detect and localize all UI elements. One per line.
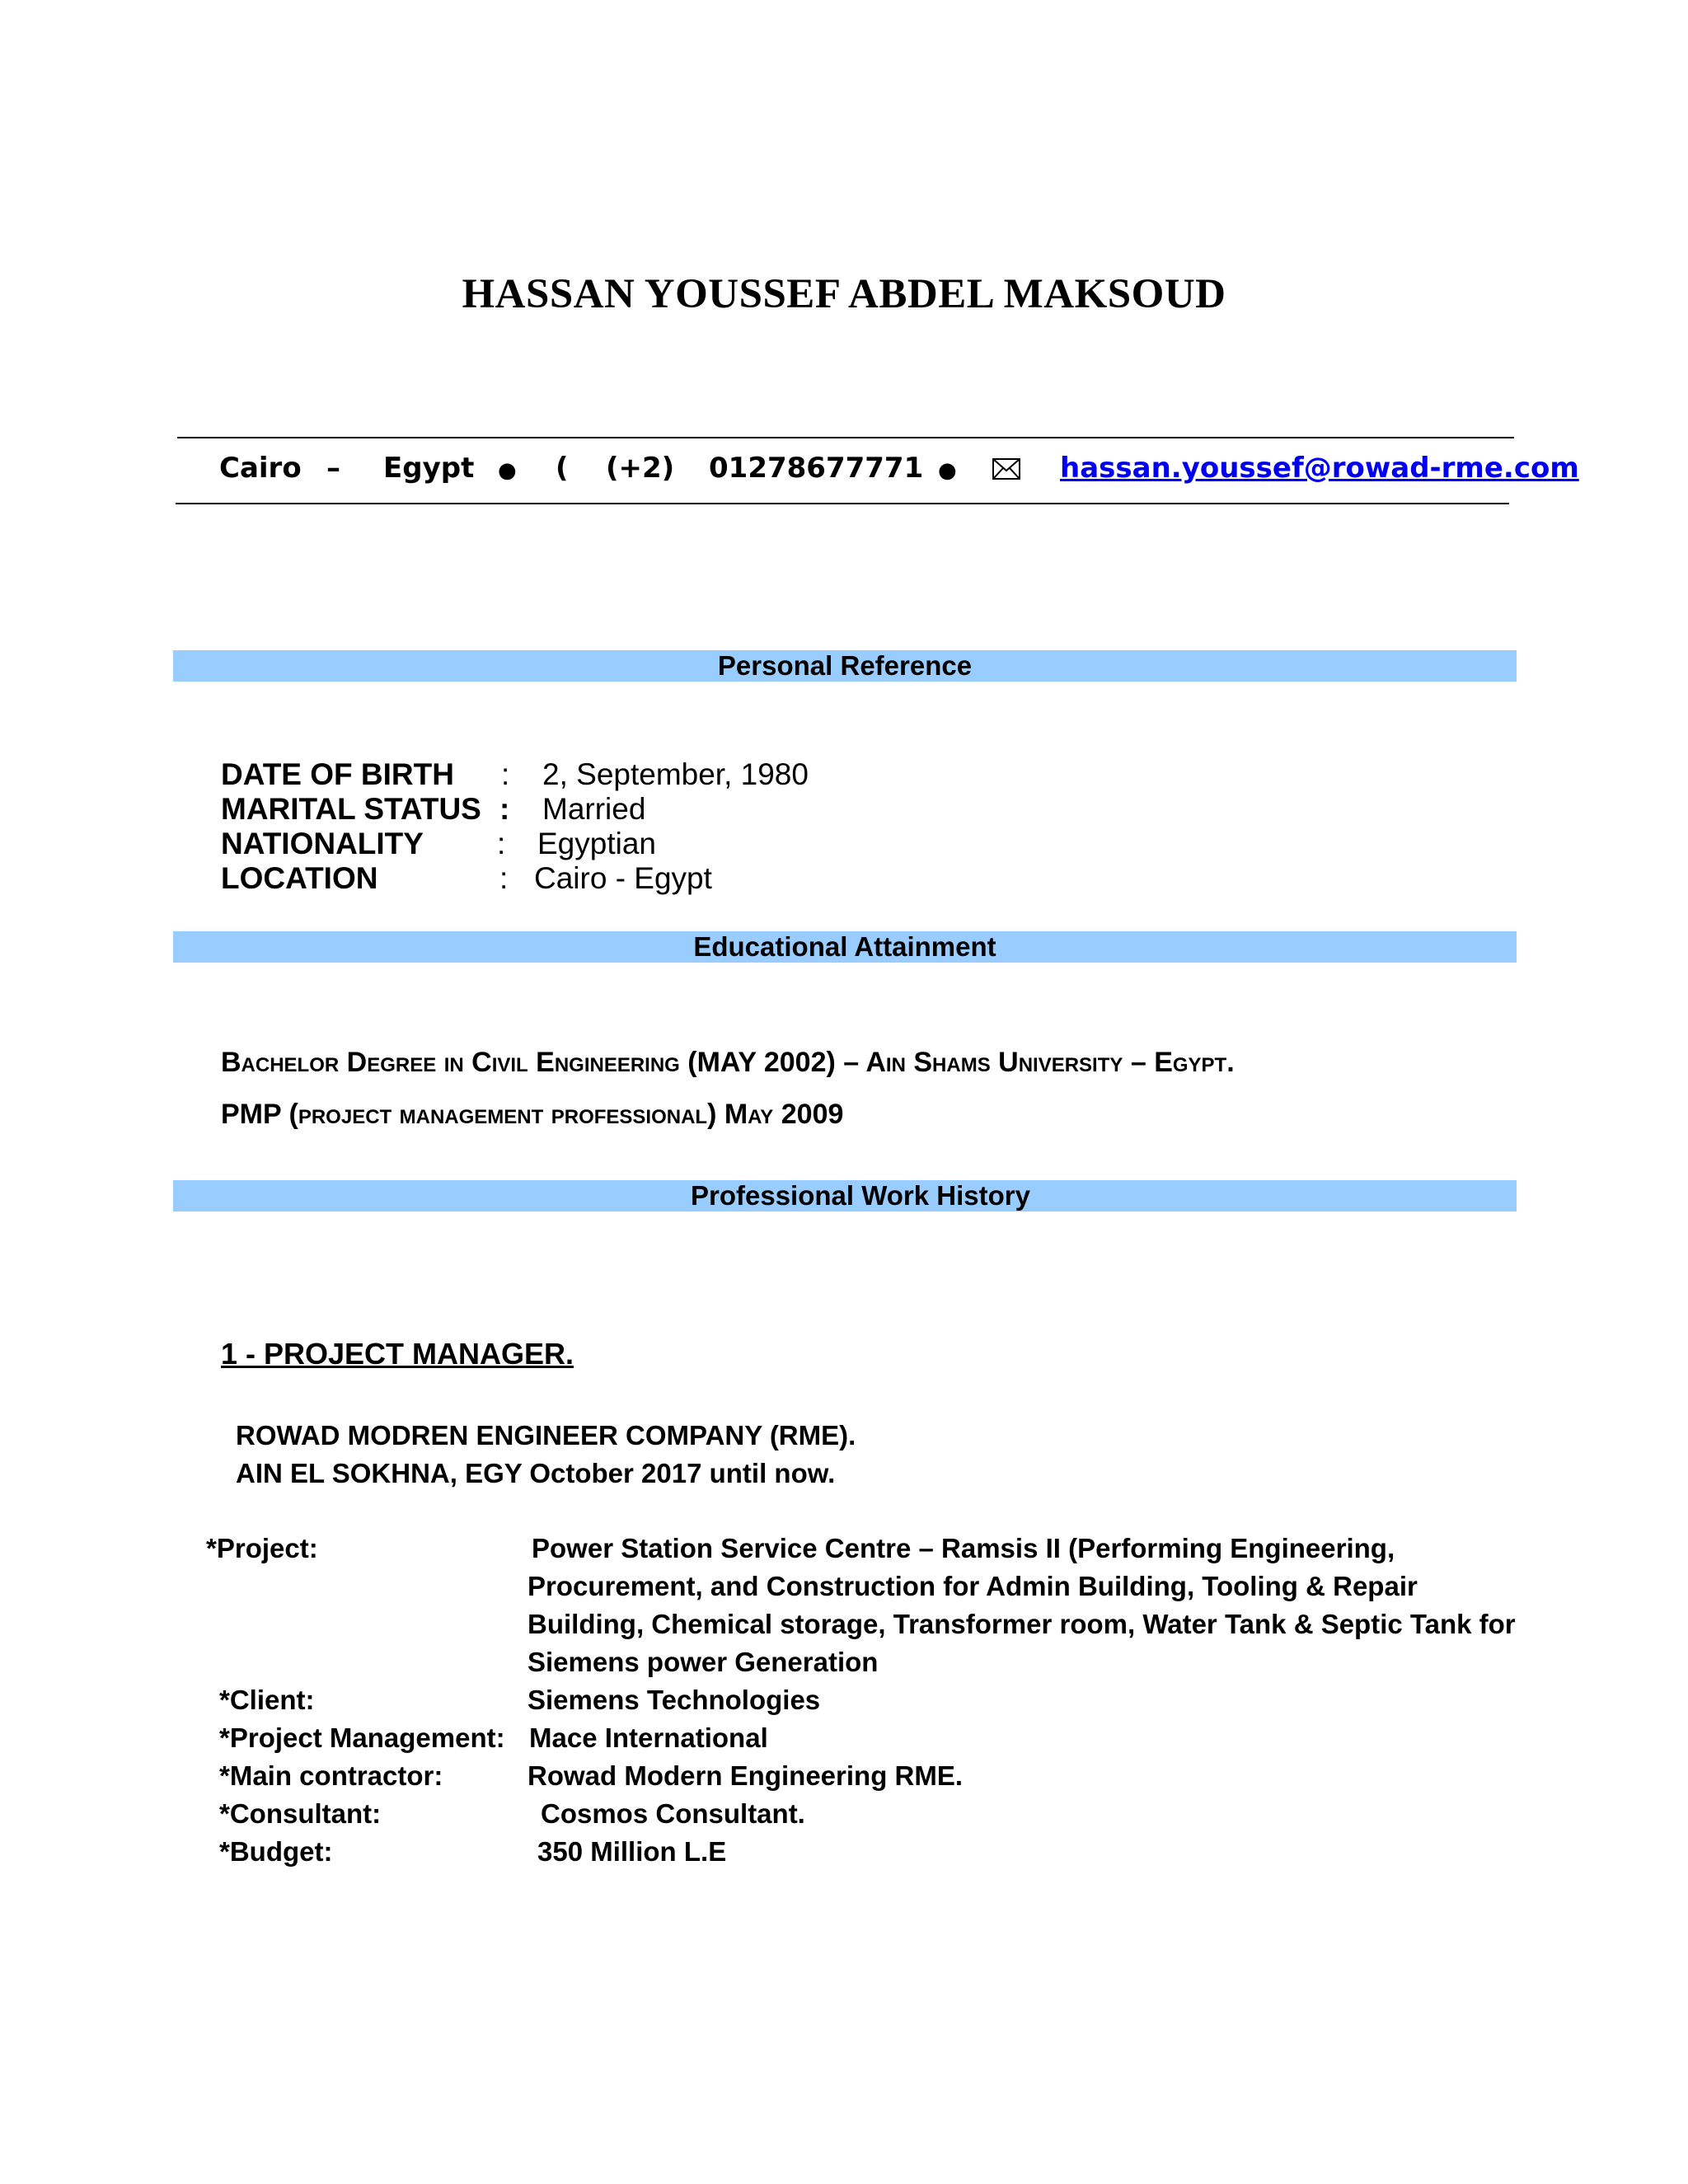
nationality-sep: :: [497, 827, 506, 860]
project-management-value: Mace International: [529, 1722, 768, 1753]
phone-code: (+2): [606, 452, 675, 485]
section-personal-reference: Personal Reference: [173, 650, 1517, 682]
location-value: Cairo - Egypt: [534, 861, 712, 895]
dob-label: DATE OF BIRTH: [221, 757, 454, 791]
candidate-name: HASSAN YOUSSEF ABDEL MAKSOUD: [462, 271, 1226, 317]
consultant-label: *Consultant:: [219, 1798, 382, 1829]
mail-icon: [992, 458, 1020, 484]
contact-dash: –: [326, 452, 340, 485]
contact-city: Cairo: [219, 452, 302, 485]
dob-sep: :: [501, 757, 510, 791]
project-line: Building, Chemical storage, Transformer room, Water Tank & Septic Tank for: [528, 1609, 1516, 1639]
phone-icon: (: [556, 452, 569, 485]
education-pmp: PMP (project management professional) May 2009: [221, 1099, 844, 1130]
job-location-dates: AIN EL SOKHNA, EGY October 2017 until now.: [236, 1458, 836, 1488]
nationality-label: NATIONALITY: [221, 827, 424, 860]
main-contractor-value: Rowad Modern Engineering RME.: [528, 1760, 964, 1791]
budget-label: *Budget:: [219, 1836, 333, 1867]
job-title: 1 - PROJECT MANAGER.: [221, 1337, 574, 1371]
marital-value: Married: [542, 792, 646, 826]
section-professional-work-history: Professional Work History: [173, 1180, 1517, 1212]
bullet-separator: ●: [938, 458, 957, 483]
project-line: Procurement, and Construction for Admin Building, Tooling & Repair: [528, 1571, 1418, 1601]
bullet-separator: ●: [498, 458, 517, 483]
project-label: *Project:: [206, 1533, 318, 1563]
section-educational-attainment: Educational Attainment: [173, 931, 1517, 963]
contact-top-rule: [177, 437, 1514, 438]
location-label: LOCATION: [221, 861, 378, 895]
project-line: Siemens power Generation: [528, 1647, 879, 1677]
job-company: ROWAD MODREN ENGINEER COMPANY (RME).: [236, 1420, 856, 1451]
phone-number: 01278677771: [709, 452, 924, 485]
client-value: Siemens Technologies: [528, 1685, 821, 1715]
main-contractor-label: *Main contractor:: [219, 1760, 443, 1791]
contact-country: Egypt: [383, 452, 475, 485]
project-line: Power Station Service Centre – Ramsis II (Performing Engineering,: [532, 1533, 1395, 1563]
marital-label: MARITAL STATUS: [221, 792, 481, 826]
education-degree: Bachelor Degree in Civil Engineering (MAY 2002) – Ain Shams University – Egypt.: [221, 1047, 1235, 1078]
email-link[interactable]: hassan.youssef@rowad-rme.com: [1060, 452, 1579, 485]
client-label: *Client:: [219, 1685, 315, 1715]
project-management-label: *Project Management:: [219, 1722, 505, 1753]
consultant-value: Cosmos Consultant.: [541, 1798, 805, 1829]
budget-value: 350 Million L.E: [537, 1836, 727, 1867]
dob-value: 2, September, 1980: [542, 757, 809, 791]
contact-bottom-rule: [176, 503, 1509, 504]
nationality-value: Egyptian: [537, 827, 656, 860]
location-sep: :: [499, 861, 509, 895]
marital-sep: :: [499, 792, 510, 826]
